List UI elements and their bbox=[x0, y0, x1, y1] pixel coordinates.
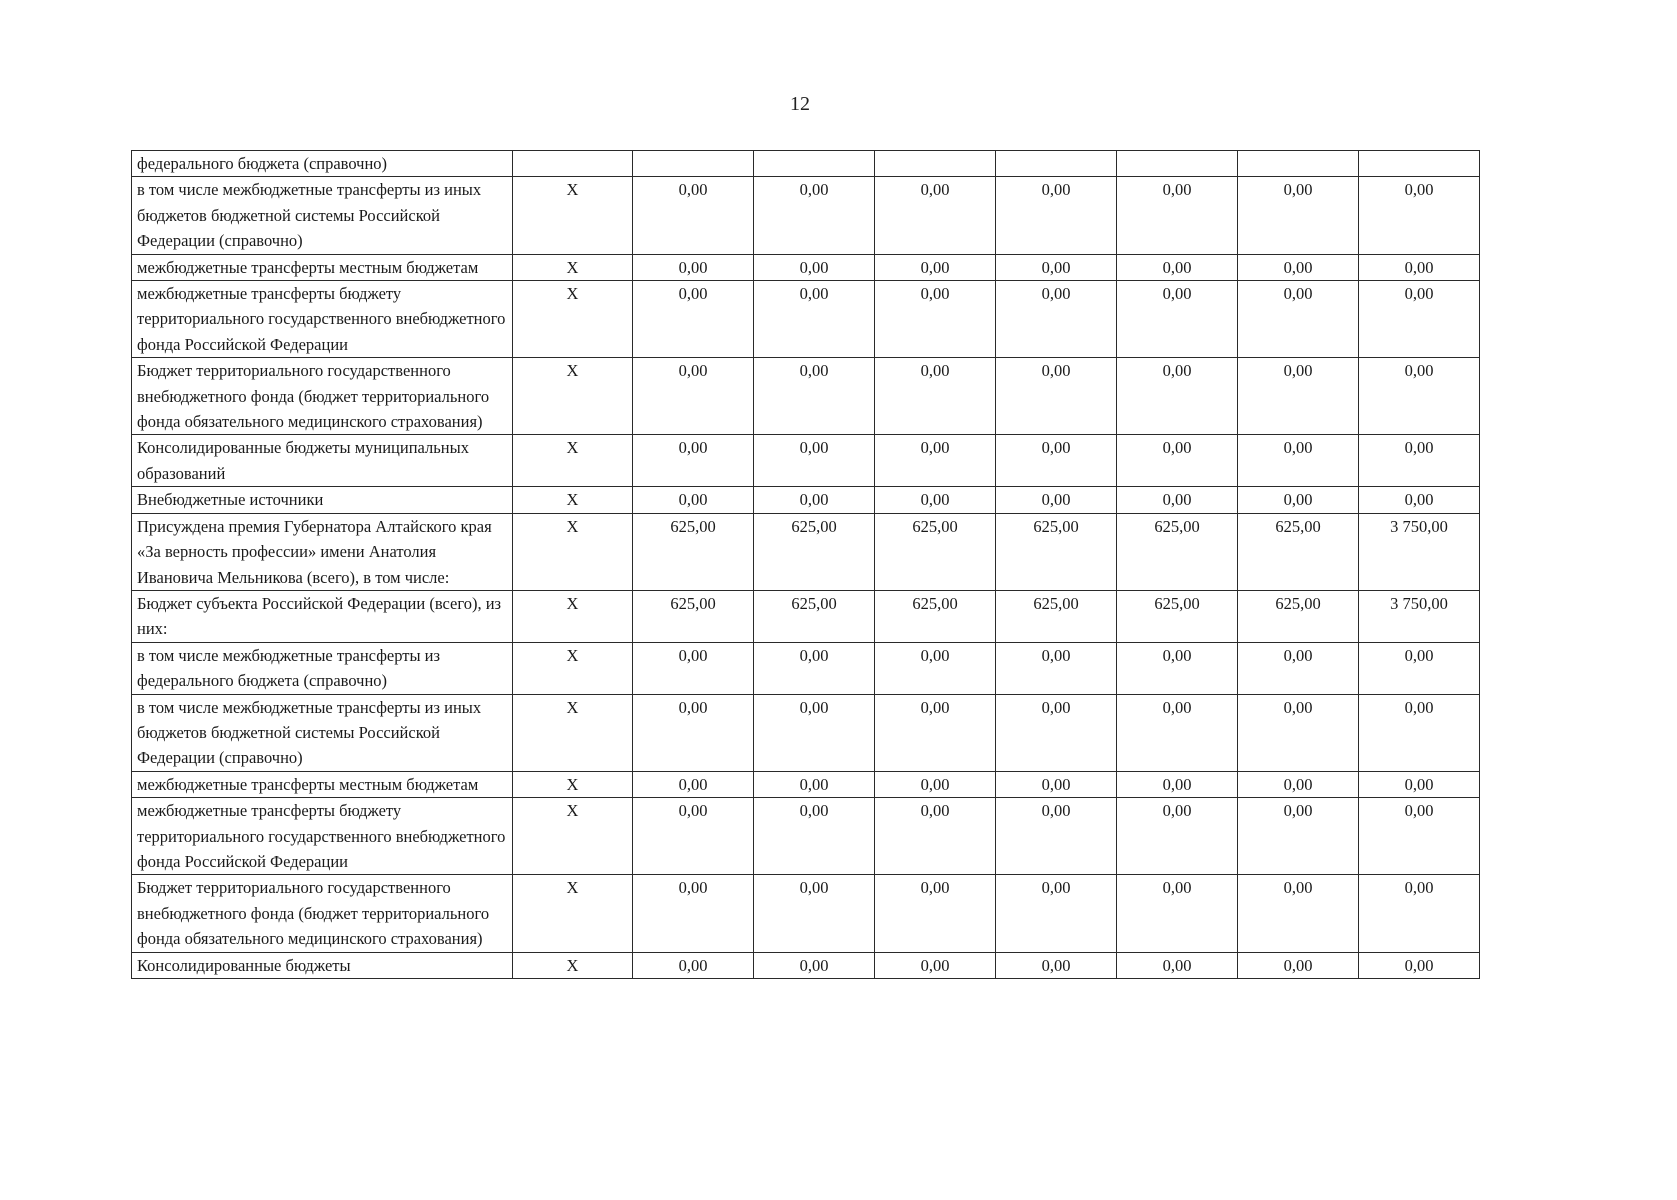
row-marker: X bbox=[513, 281, 633, 358]
row-label: межбюджетные трансферты бюджету территориального государственного внебюджетного фонда Российской Федерации bbox=[132, 281, 513, 358]
value-cell: 0,00 bbox=[996, 952, 1117, 978]
value-cell: 0,00 bbox=[1238, 771, 1359, 797]
row-marker: X bbox=[513, 513, 633, 590]
value-cell: 0,00 bbox=[875, 694, 996, 771]
table-row bbox=[132, 281, 1480, 358]
value-cell: 0,00 bbox=[1359, 435, 1480, 487]
value-cell: 0,00 bbox=[1238, 798, 1359, 875]
value-cell: 0,00 bbox=[996, 281, 1117, 358]
table-row bbox=[132, 435, 1480, 487]
value-cell: 625,00 bbox=[1238, 513, 1359, 590]
row-marker: X bbox=[513, 177, 633, 254]
value-cell: 0,00 bbox=[1359, 487, 1480, 513]
value-cell: 0,00 bbox=[875, 358, 996, 435]
value-cell bbox=[633, 151, 754, 177]
value-cell: 0,00 bbox=[1238, 487, 1359, 513]
value-cell: 625,00 bbox=[875, 513, 996, 590]
value-cell: 0,00 bbox=[1117, 952, 1238, 978]
value-cell: 0,00 bbox=[1359, 358, 1480, 435]
row-label: федерального бюджета (справочно) bbox=[132, 151, 513, 177]
value-cell: 0,00 bbox=[1117, 487, 1238, 513]
value-cell: 0,00 bbox=[754, 254, 875, 280]
value-cell: 0,00 bbox=[1359, 771, 1480, 797]
table-row bbox=[132, 952, 1480, 978]
value-cell bbox=[875, 151, 996, 177]
value-cell: 0,00 bbox=[754, 798, 875, 875]
value-cell: 0,00 bbox=[633, 177, 754, 254]
value-cell: 0,00 bbox=[1238, 177, 1359, 254]
row-label: межбюджетные трансферты местным бюджетам bbox=[132, 254, 513, 280]
value-cell: 0,00 bbox=[875, 798, 996, 875]
value-cell: 0,00 bbox=[1238, 952, 1359, 978]
value-cell: 0,00 bbox=[754, 435, 875, 487]
value-cell: 625,00 bbox=[996, 513, 1117, 590]
value-cell bbox=[996, 151, 1117, 177]
value-cell: 0,00 bbox=[1117, 771, 1238, 797]
value-cell: 0,00 bbox=[754, 952, 875, 978]
value-cell: 0,00 bbox=[1359, 875, 1480, 952]
value-cell: 0,00 bbox=[996, 254, 1117, 280]
row-marker: X bbox=[513, 952, 633, 978]
value-cell: 0,00 bbox=[875, 771, 996, 797]
value-cell: 0,00 bbox=[754, 358, 875, 435]
value-cell bbox=[1238, 151, 1359, 177]
value-cell: 0,00 bbox=[875, 642, 996, 694]
value-cell: 0,00 bbox=[1117, 177, 1238, 254]
row-label: Внебюджетные источники bbox=[132, 487, 513, 513]
value-cell bbox=[754, 151, 875, 177]
value-cell: 0,00 bbox=[633, 358, 754, 435]
budget-table bbox=[131, 150, 1480, 979]
row-marker: X bbox=[513, 435, 633, 487]
value-cell: 0,00 bbox=[1117, 358, 1238, 435]
value-cell: 0,00 bbox=[875, 177, 996, 254]
table-row bbox=[132, 694, 1480, 771]
value-cell: 0,00 bbox=[875, 435, 996, 487]
value-cell: 0,00 bbox=[996, 177, 1117, 254]
row-label: Бюджет субъекта Российской Федерации (всего), из них: bbox=[132, 590, 513, 642]
table-row bbox=[132, 487, 1480, 513]
value-cell: 0,00 bbox=[1117, 281, 1238, 358]
row-label: в том числе межбюджетные трансферты из иных бюджетов бюджетной системы Российской Федерации (справочно) bbox=[132, 694, 513, 771]
value-cell: 0,00 bbox=[996, 694, 1117, 771]
table-row bbox=[132, 151, 1480, 177]
value-cell: 0,00 bbox=[1238, 254, 1359, 280]
value-cell: 0,00 bbox=[1117, 875, 1238, 952]
value-cell: 0,00 bbox=[1359, 281, 1480, 358]
value-cell: 0,00 bbox=[1238, 435, 1359, 487]
value-cell: 625,00 bbox=[754, 590, 875, 642]
table-row bbox=[132, 642, 1480, 694]
row-marker bbox=[513, 151, 633, 177]
row-marker: X bbox=[513, 254, 633, 280]
value-cell: 0,00 bbox=[633, 642, 754, 694]
value-cell: 0,00 bbox=[996, 798, 1117, 875]
value-cell: 0,00 bbox=[1117, 694, 1238, 771]
row-label: в том числе межбюджетные трансферты из иных бюджетов бюджетной системы Российской Федерации (справочно) bbox=[132, 177, 513, 254]
row-marker: X bbox=[513, 590, 633, 642]
value-cell: 0,00 bbox=[754, 771, 875, 797]
row-label: межбюджетные трансферты бюджету территориального государственного внебюджетного фонда Российской Федерации bbox=[132, 798, 513, 875]
row-marker: X bbox=[513, 358, 633, 435]
value-cell: 0,00 bbox=[633, 254, 754, 280]
value-cell: 0,00 bbox=[1359, 798, 1480, 875]
value-cell: 0,00 bbox=[996, 875, 1117, 952]
value-cell: 625,00 bbox=[1117, 513, 1238, 590]
value-cell: 625,00 bbox=[1238, 590, 1359, 642]
value-cell: 625,00 bbox=[633, 513, 754, 590]
row-label: Консолидированные бюджеты bbox=[132, 952, 513, 978]
value-cell: 0,00 bbox=[1117, 435, 1238, 487]
row-label: межбюджетные трансферты местным бюджетам bbox=[132, 771, 513, 797]
value-cell: 0,00 bbox=[633, 487, 754, 513]
table-row bbox=[132, 875, 1480, 952]
value-cell: 0,00 bbox=[633, 694, 754, 771]
value-cell: 0,00 bbox=[633, 875, 754, 952]
value-cell: 0,00 bbox=[754, 875, 875, 952]
value-cell: 3 750,00 bbox=[1359, 590, 1480, 642]
value-cell: 0,00 bbox=[754, 177, 875, 254]
row-marker: X bbox=[513, 771, 633, 797]
value-cell: 0,00 bbox=[754, 694, 875, 771]
page-number: 12 bbox=[790, 93, 810, 115]
row-marker: X bbox=[513, 694, 633, 771]
value-cell bbox=[1359, 151, 1480, 177]
value-cell: 0,00 bbox=[1359, 952, 1480, 978]
value-cell bbox=[1117, 151, 1238, 177]
value-cell: 0,00 bbox=[1238, 694, 1359, 771]
row-marker: X bbox=[513, 642, 633, 694]
table-row bbox=[132, 254, 1480, 280]
value-cell: 0,00 bbox=[633, 952, 754, 978]
row-label: Присуждена премия Губернатора Алтайского края «За верность профессии» имени Анатолия Ивановича Мельникова (всего), в том числе: bbox=[132, 513, 513, 590]
table-row bbox=[132, 590, 1480, 642]
value-cell: 0,00 bbox=[754, 642, 875, 694]
value-cell: 0,00 bbox=[996, 358, 1117, 435]
table-row bbox=[132, 177, 1480, 254]
value-cell: 0,00 bbox=[633, 798, 754, 875]
table-row bbox=[132, 798, 1480, 875]
value-cell: 0,00 bbox=[633, 281, 754, 358]
row-marker: X bbox=[513, 487, 633, 513]
value-cell: 0,00 bbox=[996, 487, 1117, 513]
value-cell: 0,00 bbox=[996, 435, 1117, 487]
value-cell: 0,00 bbox=[996, 642, 1117, 694]
value-cell: 0,00 bbox=[875, 952, 996, 978]
row-label: в том числе межбюджетные трансферты из федерального бюджета (справочно) bbox=[132, 642, 513, 694]
value-cell: 0,00 bbox=[875, 254, 996, 280]
value-cell: 0,00 bbox=[996, 771, 1117, 797]
value-cell: 625,00 bbox=[996, 590, 1117, 642]
table-row bbox=[132, 358, 1480, 435]
row-marker: X bbox=[513, 875, 633, 952]
value-cell: 0,00 bbox=[1359, 642, 1480, 694]
value-cell: 0,00 bbox=[1117, 254, 1238, 280]
row-marker: X bbox=[513, 798, 633, 875]
value-cell: 0,00 bbox=[633, 435, 754, 487]
budget-table-body bbox=[132, 151, 1480, 979]
value-cell: 625,00 bbox=[875, 590, 996, 642]
value-cell: 3 750,00 bbox=[1359, 513, 1480, 590]
value-cell: 0,00 bbox=[1117, 642, 1238, 694]
value-cell: 0,00 bbox=[754, 281, 875, 358]
value-cell: 0,00 bbox=[1359, 694, 1480, 771]
row-label: Консолидированные бюджеты муниципальных образований bbox=[132, 435, 513, 487]
value-cell: 0,00 bbox=[1359, 177, 1480, 254]
value-cell: 625,00 bbox=[633, 590, 754, 642]
table-row bbox=[132, 513, 1480, 590]
value-cell: 0,00 bbox=[875, 281, 996, 358]
value-cell: 0,00 bbox=[754, 487, 875, 513]
row-label: Бюджет территориального государственного внебюджетного фонда (бюджет территориального фонда обязательного медицинского страхования) bbox=[132, 358, 513, 435]
value-cell: 0,00 bbox=[1117, 798, 1238, 875]
value-cell: 0,00 bbox=[1238, 642, 1359, 694]
value-cell: 0,00 bbox=[875, 875, 996, 952]
value-cell: 0,00 bbox=[1359, 254, 1480, 280]
value-cell: 625,00 bbox=[754, 513, 875, 590]
row-label: Бюджет территориального государственного внебюджетного фонда (бюджет территориального фонда обязательного медицинского страхования) bbox=[132, 875, 513, 952]
value-cell: 625,00 bbox=[1117, 590, 1238, 642]
value-cell: 0,00 bbox=[1238, 358, 1359, 435]
value-cell: 0,00 bbox=[1238, 281, 1359, 358]
value-cell: 0,00 bbox=[1238, 875, 1359, 952]
value-cell: 0,00 bbox=[875, 487, 996, 513]
table-row bbox=[132, 771, 1480, 797]
value-cell: 0,00 bbox=[633, 771, 754, 797]
